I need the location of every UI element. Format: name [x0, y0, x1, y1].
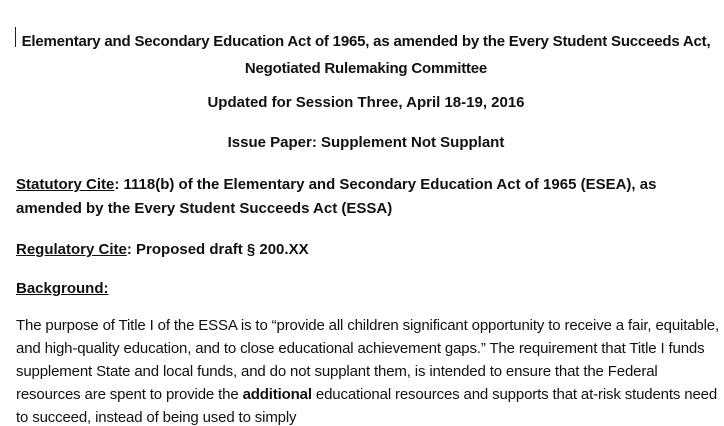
document-title: Elementary and Secondary Education Act of 1965, as amended by the Every Student Succeeds Act, Negotiated Rulemaking Committee: [21, 33, 711, 77]
session-update-line: Updated for Session Three, April 18-19, 2016: [207, 94, 525, 111]
regulatory-cite-paragraph: [16, 238, 716, 262]
statutory-cite-text: : 1118(b) of the Elementary and Secondary Education Act of 1965 (ESEA), as amended by the Every Student Succeeds Act (ESSA): [16, 176, 657, 217]
background-paragraph-emphasis: additional: [242, 386, 312, 403]
issue-paper-heading: Issue Paper: Supplement Not Supplant: [227, 134, 505, 151]
background-paragraph-part2: educational resources and supports that at-risk students need to succeed, instead of being used to simply: [16, 386, 718, 426]
background-heading-label: Background:: [16, 280, 109, 297]
statutory-cite-paragraph: [16, 173, 716, 221]
background-paragraph: [16, 314, 720, 426]
regulatory-cite-label: Regulatory Cite: [16, 241, 127, 258]
regulatory-cite-text: : Proposed draft § 200.XX: [126, 241, 309, 258]
background-paragraph-part1: The purpose of Title I of the ESSA is to “provide all children significant opportunity to receive a fair, equitable, and high-quality education, and to close educational achievement gaps.” The requirement that Title I funds supplement State and local funds, and do not supplant them, is intended to ensure that the Federal resources are spent to provide the: [16, 317, 720, 403]
statutory-cite-label: Statutory Cite: [16, 176, 115, 193]
background-heading: [16, 277, 716, 301]
